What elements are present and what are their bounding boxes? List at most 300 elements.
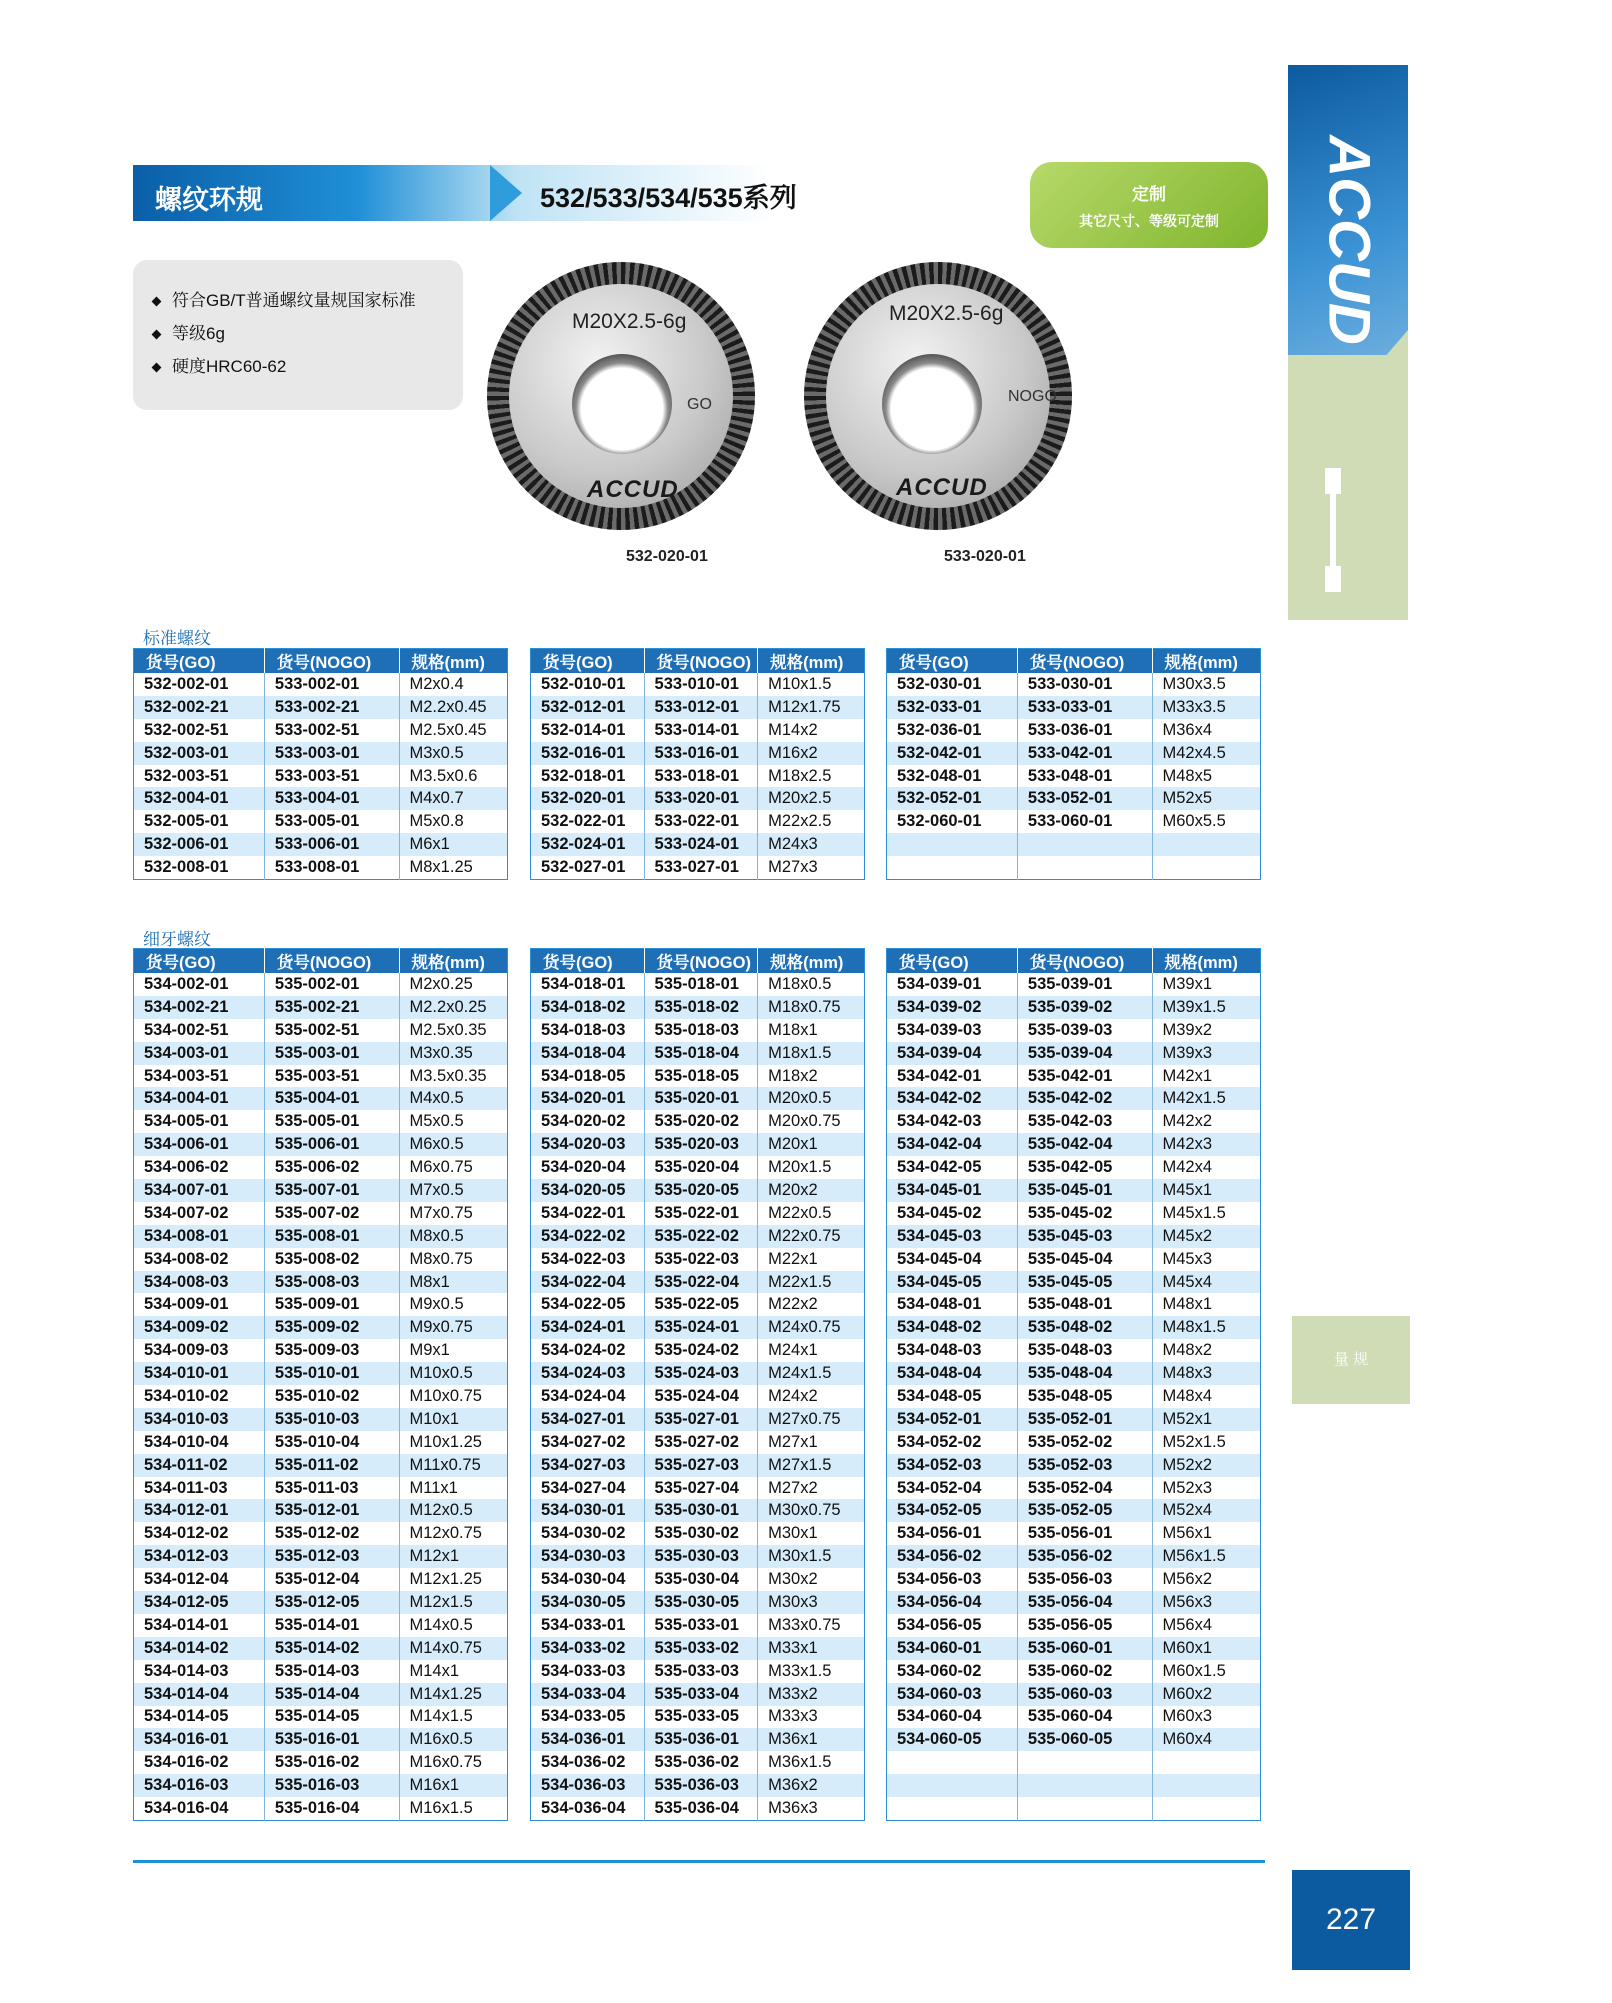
nogo-code-cell: 535-020-01 <box>644 1087 758 1110</box>
nogo-code-cell: 535-008-01 <box>264 1225 399 1248</box>
spec-cell: M56x3 <box>1152 1591 1260 1614</box>
ring-brand-label: ACCUD <box>896 474 988 501</box>
table-row <box>134 1019 508 1042</box>
go-code-cell: 534-052-03 <box>887 1454 1018 1477</box>
spec-cell: M10x1 <box>399 1408 507 1431</box>
spec-cell: M48x2 <box>1152 1339 1260 1362</box>
go-code-cell: 534-020-04 <box>531 1156 645 1179</box>
table-row <box>134 1431 508 1454</box>
spec-cell: M22x0.75 <box>758 1225 865 1248</box>
table-row <box>531 1271 865 1294</box>
go-code-cell: 534-036-02 <box>531 1751 645 1774</box>
spec-cell: M48x3 <box>1152 1362 1260 1385</box>
go-code-cell: 534-033-03 <box>531 1660 645 1683</box>
spec-cell: M45x3 <box>1152 1248 1260 1271</box>
column-header: 规格(mm) <box>758 949 865 974</box>
table-row <box>887 1545 1261 1568</box>
column-header: 规格(mm) <box>399 949 507 974</box>
nogo-code-cell: 535-048-02 <box>1017 1316 1152 1339</box>
table-row <box>531 1316 865 1339</box>
spec-cell <box>1152 1751 1260 1774</box>
spec-cell: M33x3 <box>758 1706 865 1729</box>
spec-cell: M42x1 <box>1152 1065 1260 1088</box>
nogo-code-cell: 535-033-01 <box>644 1614 758 1637</box>
table-row <box>887 1179 1261 1202</box>
nogo-code-cell: 535-033-05 <box>644 1706 758 1729</box>
go-code-cell: 534-042-04 <box>887 1133 1018 1156</box>
table-row <box>134 1179 508 1202</box>
spec-cell: M14x0.75 <box>399 1637 507 1660</box>
spec-cell: M60x2 <box>1152 1683 1260 1706</box>
spec-cell: M30x3.5 <box>1152 673 1260 696</box>
table-row <box>134 1568 508 1591</box>
go-ring-gauge-image <box>487 262 755 530</box>
spec-cell: M24x0.75 <box>758 1316 865 1339</box>
spec-cell: M22x0.5 <box>758 1202 865 1225</box>
table-row <box>887 1271 1261 1294</box>
column-header: 货号(NOGO) <box>264 949 399 974</box>
table-row <box>887 1019 1261 1042</box>
nogo-code-cell: 533-018-01 <box>644 765 758 788</box>
nogo-code-cell: 535-010-04 <box>264 1431 399 1454</box>
table-row <box>531 833 865 856</box>
go-code-cell <box>887 856 1018 879</box>
go-code-cell: 532-008-01 <box>134 856 265 879</box>
side-logo-text: ACCUD <box>1316 135 1382 345</box>
table-row <box>887 973 1261 996</box>
column-header: 规格(mm) <box>758 649 865 674</box>
go-code-cell: 534-018-04 <box>531 1042 645 1065</box>
nogo-code-cell: 535-011-03 <box>264 1477 399 1500</box>
spec-cell: M30x2 <box>758 1568 865 1591</box>
go-code-cell: 534-056-02 <box>887 1545 1018 1568</box>
table-row <box>134 996 508 1019</box>
page-title: 螺纹环规 <box>155 185 263 215</box>
spec-cell <box>1152 856 1260 879</box>
table-row <box>134 810 508 833</box>
spec-cell: M60x1.5 <box>1152 1660 1260 1683</box>
table-row <box>887 1660 1261 1683</box>
spec-cell: M18x0.75 <box>758 996 865 1019</box>
table-row <box>134 1706 508 1729</box>
go-code-cell: 534-042-02 <box>887 1087 1018 1110</box>
spec-cell: M3x0.5 <box>399 742 507 765</box>
nogo-code-cell: 535-014-02 <box>264 1637 399 1660</box>
go-code-cell: 534-022-01 <box>531 1202 645 1225</box>
go-code-cell: 534-045-02 <box>887 1202 1018 1225</box>
nogo-code-cell: 535-048-03 <box>1017 1339 1152 1362</box>
go-code-cell: 534-027-01 <box>531 1408 645 1431</box>
spec-cell: M18x1 <box>758 1019 865 1042</box>
nogo-code-cell: 535-011-02 <box>264 1454 399 1477</box>
spec-cell: M22x2 <box>758 1293 865 1316</box>
spec-cell: M8x1 <box>399 1271 507 1294</box>
spec-cell: M30x3 <box>758 1591 865 1614</box>
spec-cell: M9x0.75 <box>399 1316 507 1339</box>
go-code-cell: 534-014-02 <box>134 1637 265 1660</box>
column-header: 规格(mm) <box>1152 649 1260 674</box>
spec-cell: M3.5x0.35 <box>399 1065 507 1088</box>
go-code-cell: 534-024-02 <box>531 1339 645 1362</box>
table-row <box>531 1042 865 1065</box>
spec-cell: M16x2 <box>758 742 865 765</box>
fine-thread-table <box>530 948 865 1821</box>
go-code-cell: 534-012-05 <box>134 1591 265 1614</box>
nogo-code-cell: 535-012-01 <box>264 1499 399 1522</box>
nogo-code-cell: 535-022-01 <box>644 1202 758 1225</box>
spec-cell: M36x4 <box>1152 719 1260 742</box>
go-code-cell: 532-016-01 <box>531 742 645 765</box>
column-header: 货号(GO) <box>134 949 265 974</box>
table-row <box>887 856 1261 879</box>
footer-rule <box>133 1860 1265 1863</box>
table-row <box>531 1774 865 1797</box>
table-row <box>887 810 1261 833</box>
nogo-code-cell: 535-002-51 <box>264 1019 399 1042</box>
nogo-code-cell: 535-005-01 <box>264 1110 399 1133</box>
spec-cell: M24x3 <box>758 833 865 856</box>
table-row <box>887 1728 1261 1751</box>
nogo-code-cell: 535-042-02 <box>1017 1087 1152 1110</box>
spec-cell: M22x1 <box>758 1248 865 1271</box>
go-code-cell: 534-030-05 <box>531 1591 645 1614</box>
nogo-code-cell: 533-033-01 <box>1017 696 1152 719</box>
nogo-code-cell: 535-010-01 <box>264 1362 399 1385</box>
nogo-code-cell: 533-003-51 <box>264 765 399 788</box>
table-row <box>531 787 865 810</box>
column-header: 货号(GO) <box>134 649 265 674</box>
table-row <box>887 1202 1261 1225</box>
nogo-code-cell: 535-018-05 <box>644 1065 758 1088</box>
nogo-code-cell: 535-052-02 <box>1017 1431 1152 1454</box>
go-code-cell: 534-048-02 <box>887 1316 1018 1339</box>
go-code-cell: 534-033-05 <box>531 1706 645 1729</box>
nogo-code-cell: 535-039-02 <box>1017 996 1152 1019</box>
spec-cell: M24x1.5 <box>758 1362 865 1385</box>
nogo-ring-gauge-image <box>804 262 1072 530</box>
nogo-code-cell: 535-024-03 <box>644 1362 758 1385</box>
nogo-code-cell: 533-012-01 <box>644 696 758 719</box>
spec-cell: M18x2 <box>758 1065 865 1088</box>
table-row <box>531 1683 865 1706</box>
table-row <box>134 1271 508 1294</box>
table-row <box>134 1637 508 1660</box>
nogo-code-cell: 535-052-03 <box>1017 1454 1152 1477</box>
nogo-code-cell: 533-003-01 <box>264 742 399 765</box>
spec-cell: M42x2 <box>1152 1110 1260 1133</box>
go-code-cell: 534-010-02 <box>134 1385 265 1408</box>
nogo-code-cell: 535-022-03 <box>644 1248 758 1271</box>
table-row <box>531 1339 865 1362</box>
table-row <box>531 1385 865 1408</box>
table-row <box>531 996 865 1019</box>
spec-cell: M52x1.5 <box>1152 1431 1260 1454</box>
spec-cell: M39x3 <box>1152 1042 1260 1065</box>
spec-cell: M39x2 <box>1152 1019 1260 1042</box>
page-number: 227 <box>1292 1870 1410 1970</box>
nogo-code-cell: 535-030-02 <box>644 1522 758 1545</box>
gauge-plug-icon <box>1318 468 1348 593</box>
spec-cell: M2x0.4 <box>399 673 507 696</box>
table-row <box>531 1706 865 1729</box>
go-code-cell: 534-052-01 <box>887 1408 1018 1431</box>
nogo-code-cell <box>1017 1774 1152 1797</box>
go-code-cell: 534-016-04 <box>134 1797 265 1820</box>
spec-cell: M2.5x0.35 <box>399 1019 507 1042</box>
nogo-code-cell: 535-007-02 <box>264 1202 399 1225</box>
spec-cell: M6x0.5 <box>399 1133 507 1156</box>
spec-cell: M3.5x0.6 <box>399 765 507 788</box>
category-tab: 量 规 <box>1292 1316 1410 1404</box>
nogo-code-cell: 535-052-05 <box>1017 1499 1152 1522</box>
spec-cell: M52x2 <box>1152 1454 1260 1477</box>
fine-thread-table <box>133 948 508 1821</box>
table-row <box>887 1408 1261 1431</box>
nogo-code-cell: 535-018-02 <box>644 996 758 1019</box>
table-row <box>887 833 1261 856</box>
table-row <box>531 1065 865 1088</box>
series-title: 532/533/534/535系列 <box>540 183 797 213</box>
nogo-code-cell: 535-014-05 <box>264 1706 399 1729</box>
nogo-code-cell: 535-018-03 <box>644 1019 758 1042</box>
table-row <box>134 1225 508 1248</box>
nogo-code-cell: 533-002-51 <box>264 719 399 742</box>
nogo-code-cell: 535-060-05 <box>1017 1728 1152 1751</box>
spec-cell: M22x1.5 <box>758 1271 865 1294</box>
table-row <box>887 1568 1261 1591</box>
nogo-code-cell: 535-048-04 <box>1017 1362 1152 1385</box>
go-code-cell: 534-018-03 <box>531 1019 645 1042</box>
table-row <box>887 1637 1261 1660</box>
go-code-cell: 534-052-05 <box>887 1499 1018 1522</box>
spec-cell: M36x1 <box>758 1728 865 1751</box>
nogo-code-cell: 535-018-04 <box>644 1042 758 1065</box>
table-row <box>134 1499 508 1522</box>
spec-cell: M42x4 <box>1152 1156 1260 1179</box>
nogo-code-cell: 535-042-04 <box>1017 1133 1152 1156</box>
table-row <box>134 1522 508 1545</box>
table-row <box>134 856 508 879</box>
go-code-cell: 532-022-01 <box>531 810 645 833</box>
nogo-code-cell: 533-027-01 <box>644 856 758 879</box>
go-code-cell: 534-004-01 <box>134 1087 265 1110</box>
table-row <box>134 1248 508 1271</box>
spec-cell: M27x1.5 <box>758 1454 865 1477</box>
go-code-cell <box>887 1774 1018 1797</box>
go-code-cell: 534-024-01 <box>531 1316 645 1339</box>
fine-thread-table <box>886 948 1261 1821</box>
table-row <box>887 719 1261 742</box>
go-code-cell: 532-002-21 <box>134 696 265 719</box>
go-code-cell: 534-027-02 <box>531 1431 645 1454</box>
spec-cell: M33x3.5 <box>1152 696 1260 719</box>
go-code-cell: 534-033-04 <box>531 1683 645 1706</box>
nogo-code-cell <box>1017 833 1152 856</box>
column-header: 货号(GO) <box>887 949 1018 974</box>
nogo-code-cell: 535-007-01 <box>264 1179 399 1202</box>
spec-cell: M45x2 <box>1152 1225 1260 1248</box>
spec-cell: M33x2 <box>758 1683 865 1706</box>
nogo-code-cell: 533-042-01 <box>1017 742 1152 765</box>
nogo-code-cell: 535-012-05 <box>264 1591 399 1614</box>
go-code-cell: 534-039-04 <box>887 1042 1018 1065</box>
go-code-cell: 534-036-03 <box>531 1774 645 1797</box>
spec-cell: M6x1 <box>399 833 507 856</box>
go-code-cell: 534-027-04 <box>531 1477 645 1500</box>
table-row <box>134 1614 508 1637</box>
table-row <box>134 1797 508 1820</box>
column-header: 货号(NOGO) <box>644 949 758 974</box>
go-code-cell: 532-027-01 <box>531 856 645 879</box>
spec-cell: M18x1.5 <box>758 1042 865 1065</box>
go-code-cell: 534-030-02 <box>531 1522 645 1545</box>
nogo-code-cell: 533-010-01 <box>644 673 758 696</box>
table-row <box>531 673 865 696</box>
ring-brand-label: ACCUD <box>587 476 679 503</box>
table-row <box>887 1156 1261 1179</box>
nogo-code-cell: 533-016-01 <box>644 742 758 765</box>
table-header-row <box>531 949 865 974</box>
table-row <box>134 719 508 742</box>
go-code-cell: 534-022-02 <box>531 1225 645 1248</box>
table-row <box>887 673 1261 696</box>
spec-cell: M16x1 <box>399 1774 507 1797</box>
nogo-code-cell: 535-033-02 <box>644 1637 758 1660</box>
nogo-code-cell: 535-016-02 <box>264 1751 399 1774</box>
table-row <box>531 1110 865 1133</box>
table-row <box>531 1568 865 1591</box>
standard-thread-table <box>886 648 1261 880</box>
table-row <box>887 1797 1261 1820</box>
nogo-code-cell: 535-045-03 <box>1017 1225 1152 1248</box>
table-row <box>134 1110 508 1133</box>
go-code-cell: 534-030-01 <box>531 1499 645 1522</box>
go-code-cell: 532-018-01 <box>531 765 645 788</box>
go-code-cell: 534-033-01 <box>531 1614 645 1637</box>
go-code-cell: 534-002-51 <box>134 1019 265 1042</box>
nogo-code-cell: 535-045-01 <box>1017 1179 1152 1202</box>
go-code-cell: 534-048-01 <box>887 1293 1018 1316</box>
spec-cell: M12x0.5 <box>399 1499 507 1522</box>
go-code-cell: 534-033-02 <box>531 1637 645 1660</box>
nogo-code-cell: 535-045-05 <box>1017 1271 1152 1294</box>
go-code-cell: 534-048-03 <box>887 1339 1018 1362</box>
nogo-code-cell: 533-022-01 <box>644 810 758 833</box>
spec-cell: M9x1 <box>399 1339 507 1362</box>
go-code-cell: 532-020-01 <box>531 787 645 810</box>
spec-cell: M5x0.8 <box>399 810 507 833</box>
nogo-code-cell: 535-048-05 <box>1017 1385 1152 1408</box>
table-row <box>134 787 508 810</box>
spec-cell: M2.2x0.25 <box>399 996 507 1019</box>
standard-section-title: 标准螺纹 <box>143 629 211 648</box>
go-code-cell: 534-011-02 <box>134 1454 265 1477</box>
spec-cell <box>1152 1774 1260 1797</box>
go-code-cell: 532-036-01 <box>887 719 1018 742</box>
nogo-code-cell: 535-014-01 <box>264 1614 399 1637</box>
go-code-cell: 534-003-51 <box>134 1065 265 1088</box>
go-code-cell: 534-045-01 <box>887 1179 1018 1202</box>
table-row <box>531 1728 865 1751</box>
nogo-code-cell: 535-024-02 <box>644 1339 758 1362</box>
nogo-code-cell: 533-030-01 <box>1017 673 1152 696</box>
table-row <box>134 1042 508 1065</box>
table-row <box>134 1339 508 1362</box>
nogo-code-cell: 533-005-01 <box>264 810 399 833</box>
go-code-cell: 534-016-01 <box>134 1728 265 1751</box>
nogo-code-cell: 535-056-01 <box>1017 1522 1152 1545</box>
spec-cell: M45x1 <box>1152 1179 1260 1202</box>
go-code-cell <box>887 833 1018 856</box>
table-row <box>531 1202 865 1225</box>
go-code-cell: 534-016-03 <box>134 1774 265 1797</box>
spec-cell: M14x0.5 <box>399 1614 507 1637</box>
spec-cell: M4x0.5 <box>399 1087 507 1110</box>
nogo-code-cell: 535-030-03 <box>644 1545 758 1568</box>
go-code-cell: 534-036-01 <box>531 1728 645 1751</box>
table-row <box>887 1293 1261 1316</box>
table-row <box>887 1522 1261 1545</box>
nogo-code-cell: 535-060-03 <box>1017 1683 1152 1706</box>
nogo-code-cell: 533-004-01 <box>264 787 399 810</box>
go-code-cell: 534-009-02 <box>134 1316 265 1339</box>
table-row <box>134 1728 508 1751</box>
go-code-cell: 534-052-04 <box>887 1477 1018 1500</box>
table-header-row <box>134 649 508 674</box>
spec-cell: M9x0.5 <box>399 1293 507 1316</box>
table-row <box>531 856 865 879</box>
column-header: 规格(mm) <box>399 649 507 674</box>
nogo-code-cell: 533-020-01 <box>644 787 758 810</box>
go-code-cell: 532-033-01 <box>887 696 1018 719</box>
go-code-cell: 534-060-05 <box>887 1728 1018 1751</box>
nogo-code-cell: 533-006-01 <box>264 833 399 856</box>
go-code-cell <box>887 1797 1018 1820</box>
table-row <box>531 810 865 833</box>
spec-cell: M8x0.75 <box>399 1248 507 1271</box>
table-row <box>887 696 1261 719</box>
spec-cell: M48x1 <box>1152 1293 1260 1316</box>
table-row <box>887 1431 1261 1454</box>
table-row <box>531 1545 865 1568</box>
table-row <box>887 1774 1261 1797</box>
feature-item: 等级6g <box>153 317 463 350</box>
table-row <box>531 1614 865 1637</box>
column-header: 货号(GO) <box>531 949 645 974</box>
ring-mark-label: GO <box>687 396 712 413</box>
table-row <box>531 1133 865 1156</box>
table-row <box>134 1408 508 1431</box>
spec-cell: M12x1 <box>399 1545 507 1568</box>
go-code-cell: 532-052-01 <box>887 787 1018 810</box>
spec-cell: M45x1.5 <box>1152 1202 1260 1225</box>
nogo-code-cell: 535-056-05 <box>1017 1614 1152 1637</box>
product-code-caption: 533-020-01 <box>944 548 1026 565</box>
table-row <box>887 1614 1261 1637</box>
spec-cell: M52x1 <box>1152 1408 1260 1431</box>
go-code-cell: 532-006-01 <box>134 833 265 856</box>
table-row <box>887 1751 1261 1774</box>
spec-cell: M33x1.5 <box>758 1660 865 1683</box>
go-code-cell: 534-020-01 <box>531 1087 645 1110</box>
nogo-code-cell: 535-004-01 <box>264 1087 399 1110</box>
table-row <box>134 1477 508 1500</box>
nogo-code-cell: 535-056-03 <box>1017 1568 1152 1591</box>
nogo-code-cell: 535-027-02 <box>644 1431 758 1454</box>
diamond-bullet-icon <box>152 363 162 373</box>
go-code-cell: 532-060-01 <box>887 810 1018 833</box>
go-code-cell: 532-002-51 <box>134 719 265 742</box>
